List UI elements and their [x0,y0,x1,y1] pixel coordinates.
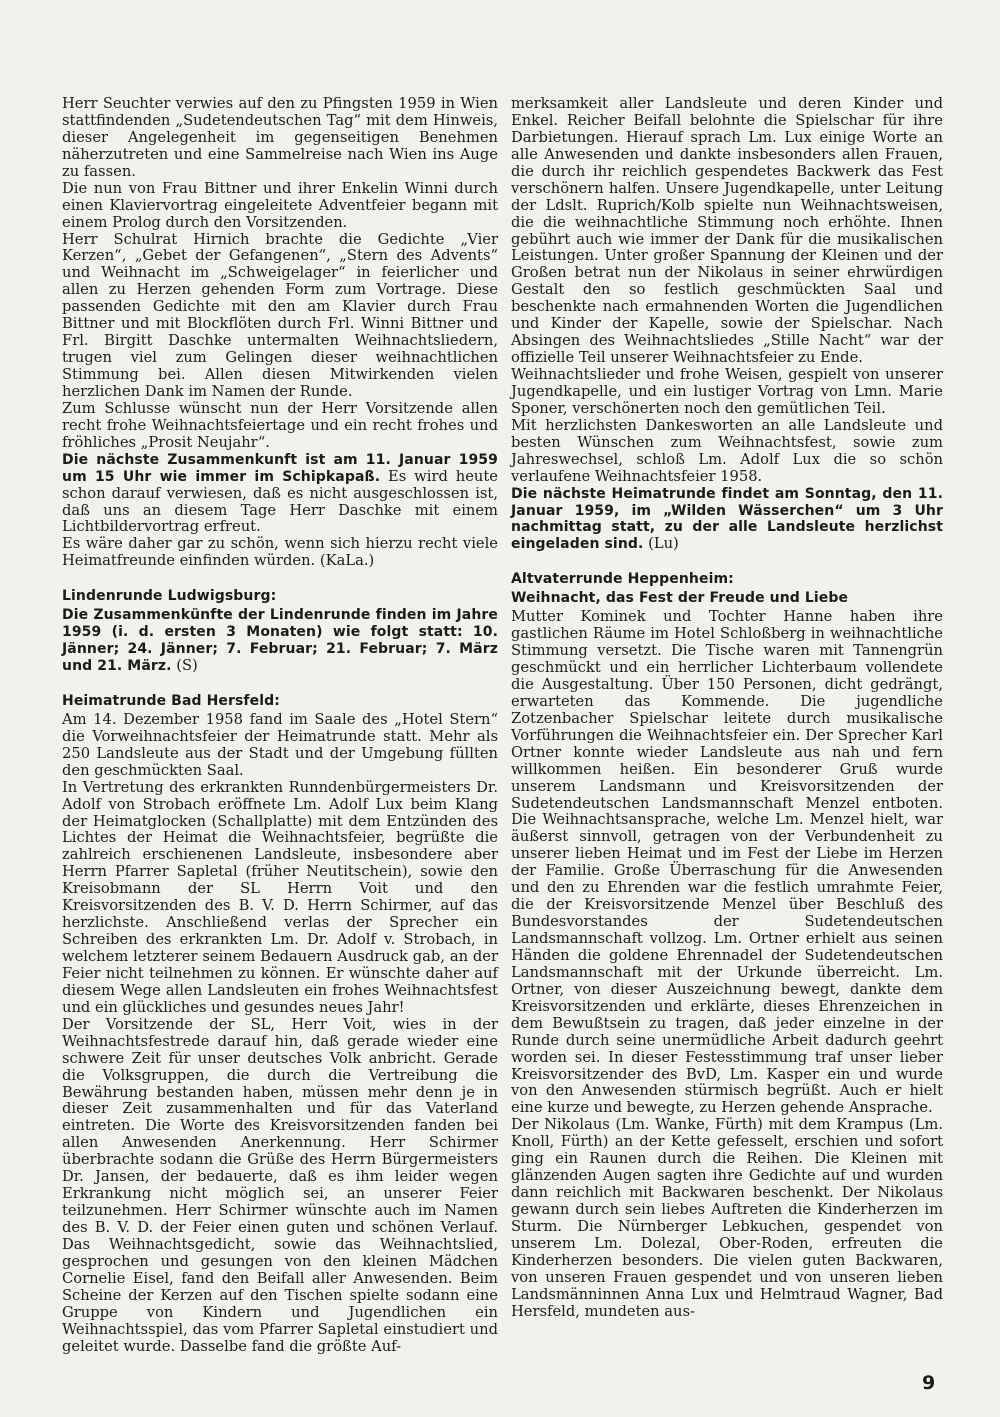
section-heading-altvaterrunde: Altvaterrunde Heppenheim: [511,571,734,588]
article-title: Weihnacht, das Fest der Freude und Liebe [511,590,849,607]
paragraph: Herr Schulrat Hirnich brachte die Gedichte „Vier Kerzen“, „Gebet der Gefangenen“, „Stern des Advents“ und Weihnacht im „Schweigelager“ in feierlicher und allen zu Herzen gehenden Form zum Vortrage. Diese passenden Gedichte mit den am Klavier durch Frau Bittner und mit Blockflöten durch Frl. Winni Bittner und Frl. Birgitt Daschke untermalten Weihnachtsliedern, trugen viel zum Gelingen dieser weihnachtlichen Stimmung bei. Allen diesen Mitwirkenden vielen herzlichen Dank im Namen der Runde. [62,230,498,400]
paragraph-text: (S) [171,657,198,674]
paragraph [62,452,498,537]
paragraph: Am 14. Dezember 1958 fand im Saale des „Hotel Stern“ die Vorweihnachtsfeier der Heimatrunde statt. Mehr als 250 Landsleute aus der Stadt und der Umgebung füllten den geschmückten Saal. [62,710,498,779]
meeting-announcement: Die nächste Heimatrunde findet am Sonntag, den 11. Januar 1959, im „Wilden Wässerchen“ um 3 Uhr nachmittag statt, zu der alle Landsleute herzlichst eingeladen sind. [511,485,943,553]
page-number: 9 [922,1372,936,1394]
paragraph: Es wäre daher gar zu schön, wenn sich hierzu recht viele Heimatfreunde einfinden würden. (KaLa.) [62,535,498,570]
paragraph: Der Vorsitzende der SL, Herr Voit, wies in der Weihnachtsfestrede darauf hin, daß gerade wieder eine schwere Zeit für unser deutsches Volk anbricht. Gerade die Volksgruppen, die durch die Vertreibung die Bewährung bestanden haben, müssen mehr denn je in dieser Zeit zusammenhalten und für das Vaterland eintreten. Die Worte des Kreisvorsitzenden fanden bei allen Anwesenden Anerkennung. Herr Schirmer überbrachte sodann die Grüße des Herrn Bürgermeisters Dr. Jansen, der bedauerte, daß es ihm leider wegen Erkrankung nicht möglich sei, an unserer Feier teilzunehmen. Herr Schirmer wünschte auch im Namen des B. V. D. der Feier einen guten und schönen Verlauf. Das Weihnachtsgedicht, sowie das Weihnachtslied, gesprochen und gesungen von den kleinen Mädchen Cornelie Eisel, fand den Beifall aller Anwesenden. Beim Scheine der Kerzen auf den Tischen spielte sodann eine Gruppe von Kindern und Jugendlichen ein Weihnachtsspiel, das vom Pfarrer Sapletal einstudiert und geleitet wurde. Dasselbe fand die größte Auf- [62,1015,498,1355]
right-column [511,96,943,1321]
paragraph [62,607,498,675]
paragraph: Der Nikolaus (Lm. Wanke, Fürth) mit dem Krampus (Lm. Knoll, Fürth) an der Kette gefesselt, erschien und sofort ging ein Raunen durch die Reihen. Die Kleinen mit glänzenden Augen sagten ihre Gedichte auf und wurden dann reichlich mit Backwaren beschenkt. Der Nikolaus gewann durch sein liebes Auftreten die Kinderherzen im Sturm. Die Nürnberger Lebkuchen, gespendet von unserem Lm. Dolezal, Ober-Roden, erfreuten die Kinderherzen besonders. Die vielen guten Backwaren, von unseren Frauen gespendet und von unseren lieben Landsmänninnen Anna Lux und Helmtraud Wagner, Bad Hersfeld, mundeten aus- [511,1116,943,1320]
left-column [62,96,498,1356]
paragraph: Herr Seuchter verwies auf den zu Pfingsten 1959 in Wien stattfindenden „Sudetendeutschen Tag“ mit dem Hinweis, dieser Angelegenheit im gegenseitigen Benehmen näherzutreten und eine Sammelreise nach Wien ins Auge zu fassen. [62,95,498,180]
meeting-announcement: Die nächste Zusammenkunft ist am 11. Januar 1959 um 15 Uhr wie immer im Schipkapaß. [62,451,498,485]
paragraph: In Vertretung des erkrankten Runndenbürgermeisters Dr. Adolf von Strobach eröffnete Lm. Adolf Lux beim Klang der Heimatglocken (Schallplatte) mit dem Entzünden des Lichtes der Heimat die Weihnachtsfeier, begrüßte die zahlreich erschienenen Landsleute, insbesondere aber Herrn Pfarrer Sapletal (früher Neutitschein), sowie den Kreisobmann der SL Herrn Voit und den Kreisvorsitzenden des B. V. D. Herrn Schirmer, auf das herzlichste. Anschließend verlas der Sprecher ein Schreiben des erkrankten Lm. Dr. Adolf v. Strobach, in welchem letzterer seinem Bedauern Ausdruck gab, an der Feier nicht teilnehmen zu können. Er wünschte daher auf diesem Wege allen Landsleuten ein frohes Weihnachtsfest und ein glückliches und gesundes neues Jahr! [62,778,498,1016]
paragraph-text: (Lu) [643,535,679,553]
paragraph: Mit herzlichsten Dankesworten an alle Landsleute und besten Wünschen zum Weihnachtsfest, sowie zum Jahreswechsel, schloß Lm. Adolf Lux die so schön verlaufene Weihnachtsfeier 1958. [511,416,943,485]
section-heading-bad-hersfeld: Heimatrunde Bad Hersfeld: [62,692,280,709]
paragraph-text: Es wird heute schon darauf verwiesen, daß es nicht ausgeschlossen ist, daß uns an diesem Tage Herr Daschke mit einem Lichtbildervortrag erfreut. [62,467,498,536]
paragraph: Mutter Kominek und Tochter Hanne haben ihre gastlichen Räume im Hotel Schloßberg in weihnachtliche Stimmung versetzt. Die Tische waren mit Tannengrün geschmückt und ein herrlicher Lichterbaum vollendete die Ausgestaltung. Über 150 Personen, dicht gedrängt, erwarteten das Kommende. Die jugendliche Zotzenbacher Spielschar leitete durch musikalische Vorführungen die Weihnachtsfeier ein. Der Sprecher Karl Ortner konnte wieder Landsleute aus nah und fern willkommen heißen. Ein besonderer Gruß wurde unserem Landsmann und Kreisvorsitzenden der Sudetendeutschen Landsmannschaft Menzel entboten. Die Weihnachtsansprache, welche Lm. Menzel hielt, war äußerst sinnvoll, getragen von der Verbundenheit zu unserer lieben Heimat und im Fest der Liebe im Herzen der Familie. Große Überraschung für die Anwesenden und den zu Ehrenden war die festlich umrahmte Feier, die der Kreisvorsitzende Menzel über Beschluß des Bundesvorstandes der Sudetendeutschen Landsmannschaft vollzog. Lm. Ortner erhielt aus seinen Händen die goldene Ehrennadel der Sudetendeutschen Landsmannschaft mit der Urkunde überreicht. Lm. Ortner, von dieser Auszeichnung bewegt, dankte dem Kreisvorsitzenden und erklärte, dieses Ehrenzeichen in dem Bewußtsein zu tragen, daß jeder einzelne in der Runde durch seine unermüdliche Arbeit dadurch geehrt worden sei. In dieser Festesstimmung traf unser lieber Kreisvorsitzender des BvD, Lm. Kasper ein und wurde von den Anwesenden stürmisch begrüßt. Auch er hielt eine kurze und bewegte, zu Herzen gehende Ansprache. [511,608,943,1117]
paragraph: Weihnachtslieder und frohe Weisen, gespielt von unserer Jugendkapelle, und ein lustiger Vortrag von Lmn. Marie Sponer, verschönerten noch den gemütlichen Teil. [511,366,943,417]
paragraph [511,486,943,554]
paragraph: merksamkeit aller Landsleute und deren Kinder und Enkel. Reicher Beifall belohnte die Spielschar für ihre Darbietungen. Hierauf sprach Lm. Lux einige Worte an alle Anwesenden und dankte insbesonders allen Frauen, die durch ihr reichlich gespendetes Backwerk das Fest verschönern halfen. Unsere Jugendkapelle, unter Leitung der Ldslt. Ruprich/Kolb spielte nun Weihnachtsweisen, die die weihnachtliche Stimmung noch erhöhte. Ihnen gebührt auch wie immer der Dank für die musikalischen Leistungen. Unter großer Spannung der Kleinen und der Großen betrat nun der Nikolaus in seiner ehrwürdigen Gestalt den so festlich geschmückten Saal und beschenkte nach ermahnenden Worten die Jugendlichen und Kinder der Kapelle, sowie der Spielschar. Nach Absingen des Weihnachtsliedes „Stille Nacht“ war der offizielle Teil unserer Weihnachtsfeier zu Ende. [511,95,943,367]
paragraph: Zum Schlusse wünscht nun der Herr Vorsitzende allen recht frohe Weihnachtsfeiertage und ein recht frohes und fröhliches „Prosit Neujahr“. [62,399,498,451]
section-heading-lindenrunde: Lindenrunde Ludwigsburg: [62,588,277,605]
meeting-dates: Die Zusammenkünfte der Lindenrunde finden im Jahre 1959 (i. d. ersten 3 Monaten) wie folgt statt: 10. Jänner; 24. Jänner; 7. Februar; 21. Februar; 7. März und 21. März. [62,607,498,674]
paragraph: Die nun von Frau Bittner und ihrer Enkelin Winni durch einen Klaviervortrag eingeleitete Adventfeier begann mit einem Prolog durch den Vorsitzenden. [62,179,498,231]
